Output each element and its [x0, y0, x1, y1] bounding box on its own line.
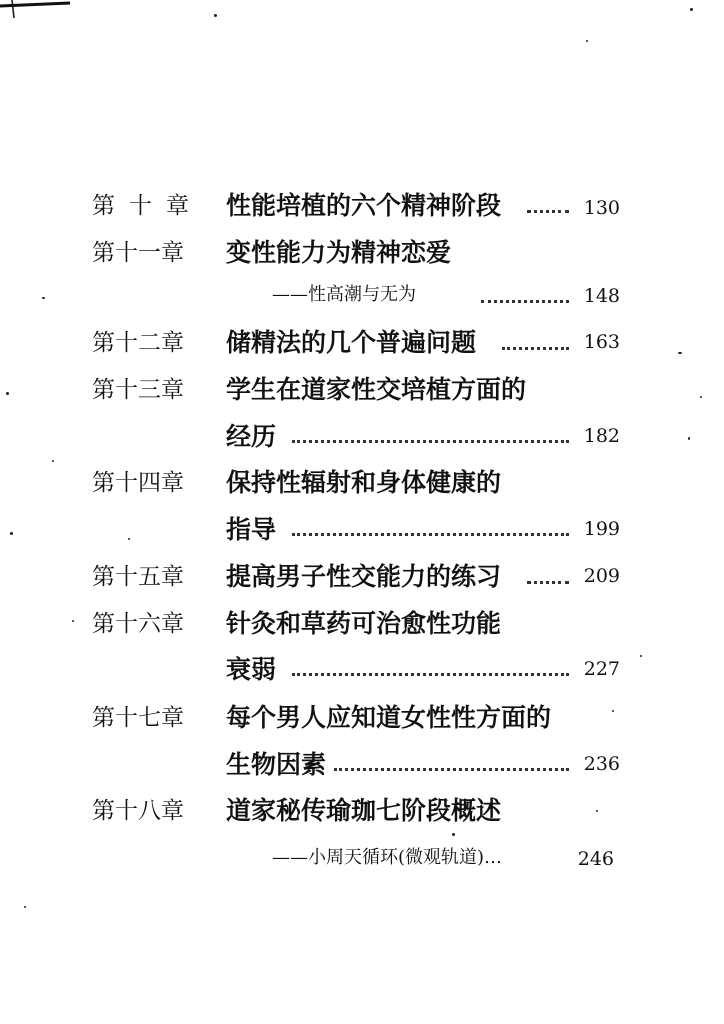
chapter-title-continuation: 指导 — [226, 515, 277, 544]
leader-dots — [292, 440, 569, 443]
chapter-title: 变性能力为精神恋爱 — [226, 238, 452, 267]
chapter-label: 第十二章 — [92, 330, 184, 356]
scan-speck — [10, 532, 13, 535]
scan-speck — [24, 906, 26, 908]
scan-speck — [678, 352, 682, 354]
scan-speck — [596, 810, 598, 812]
page-number: 130 — [583, 197, 620, 219]
chapter-title: 储精法的几个普遍问题 — [226, 328, 477, 357]
scan-corner-mark — [0, 0, 80, 30]
chapter-title: 学生在道家性交培植方面的 — [226, 375, 527, 404]
scan-speck — [6, 392, 9, 395]
chapter-label: 第十八章 — [92, 798, 184, 824]
scan-speck — [52, 460, 54, 462]
page-number: 246 — [577, 848, 614, 870]
chapter-title: 提高男子性交能力的练习 — [226, 562, 502, 591]
scan-speck — [640, 655, 642, 657]
leader-dots — [334, 768, 569, 771]
leader-dots — [481, 300, 569, 303]
chapter-subtitle: ——小周天循环(微观轨道)… — [272, 847, 503, 868]
scan-speck — [700, 396, 702, 398]
chapter-subtitle: ——性高潮与无为 — [272, 284, 416, 305]
page-number: 236 — [583, 753, 620, 775]
chapter-title-continuation: 衰弱 — [226, 655, 277, 684]
scan-speck — [586, 40, 588, 42]
chapter-title: 保持性辐射和身体健康的 — [226, 468, 502, 497]
scan-speck — [452, 833, 455, 836]
chapter-title: 性能培植的六个精神阶段 — [226, 191, 502, 220]
page-number: 163 — [583, 331, 620, 353]
chapter-label: 第十六章 — [92, 611, 184, 637]
page-number: 182 — [583, 425, 620, 447]
chapter-label: 第十五章 — [92, 564, 184, 590]
leader-dots — [527, 581, 569, 584]
chapter-title: 道家秘传瑜珈七阶段概述 — [226, 796, 502, 825]
leader-dots — [527, 210, 569, 213]
page-number: 227 — [583, 658, 620, 680]
chapter-label: 第十章 — [92, 193, 203, 219]
chapter-title-continuation: 生物因素 — [226, 750, 327, 779]
leader-dots — [292, 533, 569, 536]
chapter-label: 第十七章 — [92, 705, 184, 731]
page-number: 148 — [583, 285, 620, 307]
scan-speck — [42, 297, 45, 299]
leader-dots — [502, 347, 569, 350]
chapter-title-continuation: 经历 — [226, 422, 277, 451]
page-number: 199 — [583, 518, 620, 540]
chapter-label: 第十三章 — [92, 377, 184, 403]
scan-speck — [214, 14, 217, 17]
scan-speck — [690, 8, 693, 11]
scan-speck — [688, 437, 690, 440]
chapter-label: 第十四章 — [92, 470, 184, 496]
scan-speck — [128, 538, 130, 540]
chapter-title: 每个男人应知道女性性方面的 — [226, 703, 552, 732]
scan-speck — [612, 710, 614, 712]
leader-dots — [292, 673, 569, 676]
chapter-title: 针灸和草药可治愈性功能 — [226, 609, 502, 638]
chapter-label: 第十一章 — [92, 240, 184, 266]
scan-speck — [72, 620, 74, 622]
page-number: 209 — [583, 565, 620, 587]
